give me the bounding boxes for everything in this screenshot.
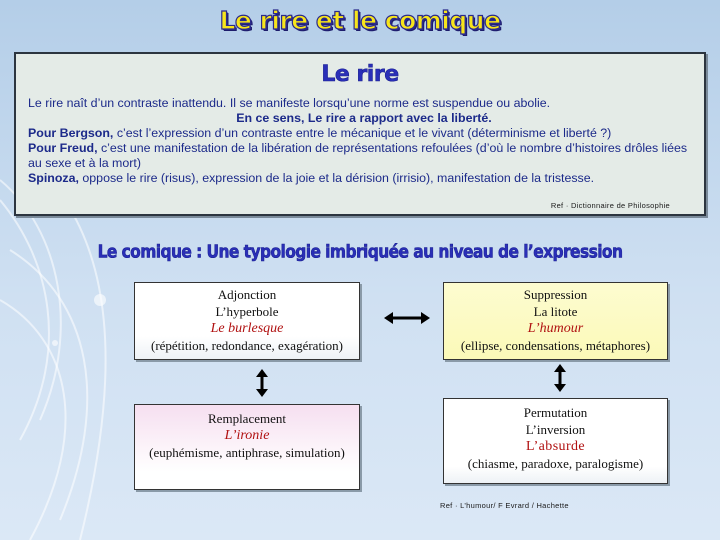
- main-title: Le rire et le comique: [219, 6, 501, 35]
- box-permutation: [443, 398, 668, 484]
- comique-reference: Ref · L’humour/ F Evrard / Hachette: [440, 501, 569, 510]
- burlesque-label: Le burlesque: [210, 321, 284, 336]
- rire-panel: [14, 52, 706, 216]
- suppression-detail: (ellipse, condensations, métaphores): [460, 338, 651, 353]
- adjonction-detail: (répétition, redondance, exagération): [150, 338, 344, 353]
- bergson-name: Pour Bergson,: [28, 126, 114, 140]
- bergson-text: c’est l’expression d’un contraste entre le mécanique et le vivant (déterminisme et liberté ?): [113, 126, 612, 140]
- rire-line-1: Le rire naît d’un contraste inattendu. Il se manifeste lorsqu’une norme est suspendue ou abolie.: [28, 96, 551, 110]
- inversion-label: L’inversion: [525, 422, 586, 437]
- ironie-label: L’ironie: [224, 428, 270, 443]
- freud-text: c’est une manifestation de la libération de représentations refoulées (d’où le nombre d’histoires drôles liées au sexe et à la mort): [28, 141, 688, 170]
- box-remplacement: [134, 404, 360, 490]
- box-suppression: [443, 282, 668, 360]
- permutation-label: Permutation: [523, 405, 588, 420]
- box-adjonction: [134, 282, 360, 360]
- vertical-double-arrow-icon-right: [553, 364, 567, 392]
- adjonction-label: Adjonction: [217, 287, 277, 302]
- hyperbole-label: L’hyperbole: [215, 304, 279, 319]
- litote-label: La litote: [533, 304, 578, 319]
- remplacement-detail: (euphémisme, antiphrase, simulation): [149, 445, 345, 460]
- rire-text: [28, 96, 700, 186]
- comique-title: Le comique : Une typologie imbriquée au niveau de l’expression: [97, 241, 623, 263]
- remplacement-label: Remplacement: [208, 411, 286, 426]
- humour-label: L’humour: [527, 321, 584, 336]
- permutation-detail: (chiasme, paradoxe, paralogisme): [467, 456, 644, 471]
- vertical-double-arrow-icon-left: [255, 369, 269, 397]
- freud-name: Pour Freud,: [28, 141, 98, 155]
- spinoza-paragraph: [28, 171, 700, 186]
- absurde-label: L’absurde: [525, 439, 586, 454]
- suppression-label: Suppression: [523, 287, 588, 302]
- spinoza-name: Spinoza,: [28, 171, 79, 185]
- freud-paragraph: [28, 141, 700, 171]
- rire-title: Le rire: [321, 62, 399, 87]
- spinoza-text: oppose le rire (risus), expression de la joie et la dérision (irrisio), manifestation de la tristesse.: [78, 171, 595, 185]
- rire-reference: Ref · Dictionnaire de Philosophie: [550, 201, 670, 210]
- horizontal-double-arrow-icon: [384, 311, 430, 325]
- bergson-paragraph: [28, 126, 700, 141]
- rire-line-2: En ce sens, Le rire a rapport avec la liberté.: [236, 111, 492, 125]
